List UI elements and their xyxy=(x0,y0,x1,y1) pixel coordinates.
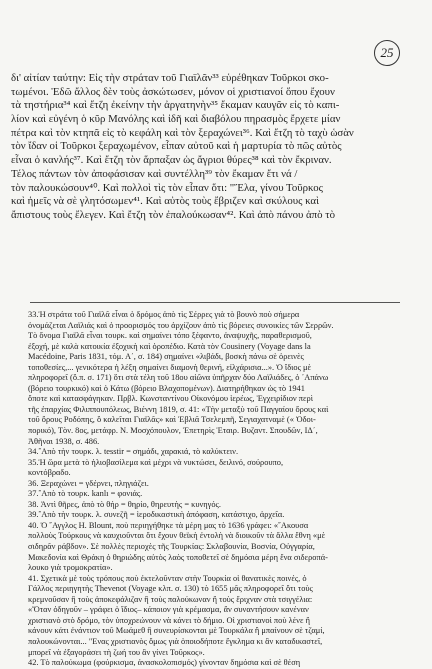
footnote-line: Γάλλος περιηγητὴς Thevenot (Voyage κλπ. σ. 130) τὸ 1655 μᾶς πληροφορεῖ ὅτι τοὺς xyxy=(28,584,313,594)
footnote-line: χριστιανὸ στὸ δρόμο, τὸν ὑποχρεώνουν νὰ κάνει τὸ δήμιο. Οἱ χριστιανοὶ ποὺ λένε ἢ xyxy=(28,615,310,625)
footnote-line: κρεμνοῦσαν ἢ τοὺς ἀποκεφάλιζαν ἢ τοὺς παλούκωναν ἢ τοὺς ἔριχναν στὰ τσιγγέλια: xyxy=(28,594,313,604)
footnote-line: 36. Ξεραχώνει = γδέρνει, πληγιάζει. xyxy=(28,478,149,488)
main-text xyxy=(11,72,427,223)
footnote-line: 38. Ἀντὶ θῆρες, ἀπὸ τὸ θήρ = θηρίο, θηρευτὴς = κυνηγός. xyxy=(28,499,221,509)
footnote-line: πληροφορεῖ (ὅ.π. σ. 171) ὅτι στὰ τέλη τοῦ 18ου αἰῶνα ὑπῆρχαν δύο Λαϊλιάδες, ὁ ᾿Απάνω xyxy=(28,373,329,383)
text-line: τὰ τηστήρια³⁴ καὶ ἔτζη ἐκείνην τὴν ἀργατηνὴν³⁵ ἔκαμαν καυγᾶν εἰς τὸ καπι- xyxy=(11,99,340,112)
footnote-line: 35.Ἡ ὥρα μετὰ τὸ ἡλιοβασίλεμα καὶ μέχρι νὰ νυκτώσει, δειλινό, σούρουπο, xyxy=(28,457,284,467)
text-line: τὸν παλουκώσουν⁴⁰. Καὶ πολλοὶ τὶς τὸν εἶπαν ὅτι: "Ἔλα, γίνου Τοῦρκος xyxy=(11,181,323,194)
footnote-line: σιδηρᾶν ράβδον». Σὲ πολλὲς περιοχὲς τῆς Τουρκίας: Σκλαβουνία, Βοσνία, Οὐγγαρία, xyxy=(28,542,315,552)
footnote-line: Τὸ ὄνομα Γιαϊλᾶ εἶναι τουρκ. καὶ σημαίνει τόπο ξέφαντο, ἀναψυχῆς, παραθερισμοῦ, xyxy=(28,331,312,341)
footnote-line: κοντόβραδο. xyxy=(28,468,71,478)
footnote-line: κάνουν κάτι ἐνάντιον τοῦ Μωάμεθ ἢ συνευρίσκονται μὲ Τουρκάλα ἢ μπαίνουν σὲ τζαμί, xyxy=(28,626,325,636)
footnote-line: 39.῎Απὸ τὴν τουρκ. λ. συνεζῆ = ἱεροδικαστικὴ ἀπόφαση, κατάστιχο, ἀρχεῖα. xyxy=(28,510,285,520)
text-line: εἶναι ὁ κανλής³⁷. Καὶ ἔτζη τὸν ἅρπαξαν ὡς ἄγριοι θύρες³⁸ καὶ τὸν ἔκριναν. xyxy=(11,154,332,167)
footnote-line: πολλοὺς Τούρκους νὰ καυχιοῦνται ὅτι ἔχουν θεϊκὴ ἐντολὴ νὰ διοικοῦν τὰ ἄλλα ἔθνη «μὲ xyxy=(28,531,326,541)
footnote-line: τοποθεσίες,... γενικότερα ἡ λέξη σημαίνει διαμονὴ θερινή, εἰλχάρισια...». Ὁ ἴδιος μὲ xyxy=(28,362,311,372)
footnote-separator xyxy=(30,302,400,303)
footnote-line: 42. Τὸ παλούκωμα (φούρκισμα, ἀνασκολοπισμός) γίνονταν δημόσια καὶ σὲ θέση xyxy=(28,658,301,668)
footnotes xyxy=(28,310,418,669)
footnote-line: 33.Ἡ στράτα τοῦ Γιαϊλᾶ εἶναι ὁ δρόμος ἀπὸ τὶς Σέρρες γιὰ τὸ βουνὸ ποὺ σήμερα xyxy=(28,310,300,319)
footnote-line: 41. Σχετικὰ μὲ τοὺς τρόπους ποὺ ἐκτελοῦνταν στὴν Τουρκία οἱ θανατικὲς ποινές, ὁ xyxy=(28,573,307,583)
footnote-line: Ἀθῆναι 1938, σ. 486. xyxy=(28,436,100,446)
footnote-line: «Ὅταν ὁδηγοῦν – γράφει ὁ ἴδιος– κάποιον γιὰ κρέμασμα, ἂν συναντήσουν κανέναν xyxy=(28,605,309,615)
page-number: 25 xyxy=(374,40,400,66)
footnote-line: τοῦ ὄρους Ροδόπης, ὃ καλεῖται Γιαϊλᾶς» καὶ Ἐβλιᾶ Τσελεμπῆ, Σεγιαχατναμὲ (« Ὀδοι- xyxy=(28,415,316,425)
footnote-line: Μακεδονία καὶ Θράκη ὁ θηριώδης αὐτὸς λαὸς τοποθετεῖ σὲ δημόσια μέρη ἕνα σιδεροπά- xyxy=(28,552,328,562)
footnote-line: ὅποτε καὶ κατασφάγηκαν. Πρβλ. Κωνσταντίνου Οἰκονόμου ἱερέως, Ἐγχειρίδιον περὶ xyxy=(28,394,313,404)
text-line: Τέλος πάντων τὸν ἀποφάσισαν καὶ συντέλλη³⁹ τὸν ἔκαμαν ἔτι νά / xyxy=(11,167,298,180)
text-line: πέτρα καὶ τὸν κτηπᾶ εἰς τὸ κεφάλη καὶ τὸν ξεραχώνει³⁶. Καὶ ἔτζη τὸ ταχὺ ὡσὰν xyxy=(11,126,354,139)
text-line: τὸν ἴδαν οἱ Τοῦρκοι ξεραχωμένον, εἶπαν αὐτοῦ καὶ ἡ μαρτυρία τὸ πῶς αὐτὸς xyxy=(11,140,342,153)
footnote-line: παλουκώνονται... "Ενας χριστιανὸς ὅμως γιὰ ὁποιοδήποτε ἔγκλημα κι ἂν καταδικαστεῖ, xyxy=(28,636,323,646)
text-line: ἄπιστους τοὺς ἔλεγεν. Καὶ ἔτζη τὸν ἐπαλούκωσαν⁴². Καὶ ἀπὸ πάνου ἀπὸ τὸ xyxy=(11,208,335,221)
footnote-line: 37.῎Απὸ τὸ τουρκ. kanlı = φονιάς. xyxy=(28,489,143,499)
footnote-line: λουκο γιὰ τρομοκρατία». xyxy=(28,563,113,573)
text-line: λίον καὶ εὐγένη ὁ κῦρ Μανόλης καὶ ἰδῆ καὶ διαβόλου πηρασμὸς ἔρχετε μίαν xyxy=(11,113,341,126)
footnote-line: ὀνομάζεται Λαϊλιάς καὶ ὁ προορισμός του ἀρχίζουν ἀπὸ τὶς βόρειες συνοικίες τῶν Σερρῶν. xyxy=(28,320,334,330)
footnote-line: τῆς ἐπαρχίας Φιλιππουπόλεως, Βιέννη 1819, σ. 41: «Τὴν μεταξὺ τοῦ Παγγαίου ὄρους καὶ xyxy=(28,404,329,414)
footnote-line: 40. Ὁ ῎Αγγλος H. Blount, ποὺ περιηγήθηκε τὰ μέρη μας τὸ 1636 γράφει: «῎Ακουσα xyxy=(28,520,309,530)
footnote-line: (βόρειο τουρκικό) καὶ ὁ Κάτω (βόρειο Βλαχοπομένων). Διατηρήθηκαν ὡς τὸ 1941 xyxy=(28,383,305,393)
footnote-line: ἐξοχή, μὲ καλὰ κατοικία ἐξοχικὴ καὶ ὀροπέδιο. Κατὰ τὸν Cousinery (Voyage dans la xyxy=(28,341,311,351)
text-line: καὶ ἡμεῖς νὰ σὲ γλητόσωμεν⁴¹. Καὶ αὐτὸς τοὺς ἔβριζεν καὶ σκύλους καὶ xyxy=(11,195,319,208)
footnote-line: πορικό), Τὸν. 8ος, μετάφρ. Ν. Μοσχόπουλον, Ἐπετηρὶς Ἑταιρ. Βυζαντ. Σπουδῶν, ΙΔ΄, xyxy=(28,426,318,436)
footnote-line: Macédoine, Paris 1831, τόμ. Α΄, σ. 184) σημαίνει «λιβάδι, βοσκὴ πάνω σὲ ὀρεινὲς xyxy=(28,352,304,362)
text-line: δι' αἰτίαν ταύτην: Εἰς τὴν στράταν τοῦ Γιαϊλᾶν³³ εὑρέθηκαν Τοῦρκοι σκο- xyxy=(11,72,329,84)
text-line: τωμένοι. Ἐδῶ ἄλλος δὲν τοὺς ἀσκώτωσεν, μόνον οἱ χριστιανοί ὅπου ἔχουν xyxy=(11,85,335,98)
footnote-line: 34.῎Απὸ τὴν τουρκ. λ. tesstir = σημάδι, χαρακιά, τὸ καλύκτειν. xyxy=(28,447,239,457)
footnote-line: μπορεῖ νὰ ἐξαγοράσει τὴ ζωή του ἂν γίνει Τοῦρκος». xyxy=(28,647,205,657)
